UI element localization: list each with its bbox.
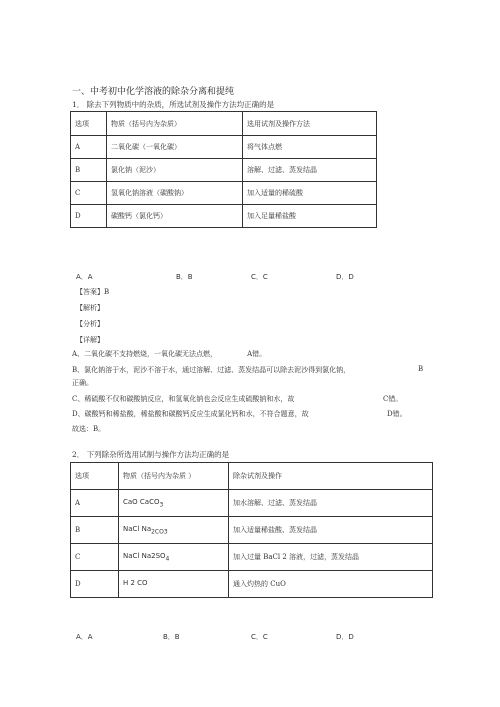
table-row xyxy=(71,205,377,228)
formula: H 2 CO xyxy=(123,578,148,587)
method-cell: 加入过量 BaCl 2 溶液，过滤，蒸发结晶 xyxy=(229,544,433,571)
explain-mark-c: C错。 xyxy=(383,395,403,403)
fenxi-label: 【分析】 xyxy=(76,320,104,328)
option-cell: D xyxy=(71,205,107,228)
method-cell: 加入适量稀盐酸、蒸发结晶 xyxy=(229,517,433,544)
section-title: 一、中考初中化学溶液的除杂分离和提纯 xyxy=(72,87,235,97)
choice-d[interactable]: D．D xyxy=(336,273,354,281)
explain-mark: A错。 xyxy=(247,350,267,358)
method-cell: 通入灼热的 CuO xyxy=(229,571,433,598)
method-cell: 溶解、过滤、蒸发结晶 xyxy=(243,159,377,182)
explain-line-b xyxy=(72,365,350,375)
option-cell: D xyxy=(71,571,119,598)
choice-b[interactable]: B．B xyxy=(176,273,193,281)
question-1-table xyxy=(70,111,377,228)
option-cell: C xyxy=(71,544,119,571)
header-option: 选项 xyxy=(71,112,107,136)
header-substance: 物质（括号内为杂质 ） xyxy=(119,463,229,490)
explain-conclusion: 故选：B。 xyxy=(72,425,106,433)
substance-cell: 氢氧化钠溶液（碳酸钠） xyxy=(107,182,243,205)
substance-cell: 二氧化碳（一氧化碳） xyxy=(107,136,243,159)
question-2-table xyxy=(70,462,433,598)
explain-text: B、氯化钠溶于水，泥沙不溶于水，通过溶解、过滤、蒸发结晶可以除去泥沙得到氯化钠， xyxy=(72,366,351,374)
method-cell: 加水溶解、过滤、蒸发结晶 xyxy=(229,490,433,517)
explain-line-c xyxy=(72,394,294,404)
detail-label: 【详解】 xyxy=(76,336,104,344)
option-cell: A xyxy=(71,136,107,159)
header-substance: 物质（括号内为杂质） xyxy=(107,112,243,136)
answer-label: 【答案】B xyxy=(76,288,110,296)
explain-line-b2: 正确。 xyxy=(72,379,93,387)
choice-a[interactable]: A．A xyxy=(76,633,93,641)
table-row xyxy=(71,159,377,182)
explain-text: C、稀硫酸不仅和碳酸钠反应，和氢氧化钠也会反应生成硫酸钠和水，故 xyxy=(72,395,295,403)
formula-subscript: 2CO3 xyxy=(151,528,168,536)
explain-text: D、碳酸钙和稀盐酸，稀盐酸和碳酸钙反应生成氯化钙和水，不符合题意，故 xyxy=(72,410,309,418)
header-method: 选用试剂及操作方法 xyxy=(243,112,377,136)
substance-cell: 氯化钠（泥沙） xyxy=(107,159,243,182)
method-cell: 加入适量的稀硫酸 xyxy=(243,182,377,205)
choice-b[interactable]: B．B xyxy=(163,633,180,641)
formula: CaO CaCO xyxy=(123,497,160,506)
explain-text: A、二氧化碳不支持燃烧，一氧化碳无法点燃， xyxy=(72,350,218,358)
option-cell: B xyxy=(71,517,119,544)
table-row xyxy=(71,517,433,544)
table-row xyxy=(71,182,377,205)
table-row xyxy=(71,544,433,571)
option-cell: A xyxy=(71,490,119,517)
substance-cell xyxy=(119,490,229,517)
formula-subscript: 4 xyxy=(165,555,170,563)
explain-line-a xyxy=(72,349,266,359)
option-cell: B xyxy=(71,159,107,182)
method-cell: 将气体点燃 xyxy=(243,136,377,159)
option-cell: C xyxy=(71,182,107,205)
analysis-label: 【解析】 xyxy=(76,304,104,312)
header-method: 除杂试剂及操作 xyxy=(229,463,433,490)
choice-c[interactable]: C．C xyxy=(251,633,268,641)
formula: NaCl Na2SO xyxy=(123,551,166,560)
choice-a[interactable]: A．A xyxy=(76,273,93,281)
formula-subscript: 3 xyxy=(159,501,164,509)
table-header-row xyxy=(71,463,433,490)
choice-d[interactable]: D．D xyxy=(336,633,354,641)
explain-line-d xyxy=(72,409,309,419)
table-row xyxy=(71,571,433,598)
explain-mark-b: B xyxy=(418,365,424,373)
substance-cell xyxy=(119,571,229,598)
substance-cell xyxy=(119,544,229,571)
table-row xyxy=(71,136,377,159)
question-1-stem: 1． 除去下列物质中的杂质，所选试剂及操作方法均正确的是 xyxy=(72,100,275,109)
explain-mark-d: D错。 xyxy=(387,410,407,418)
table-row xyxy=(71,490,433,517)
substance-cell xyxy=(119,517,229,544)
table-header-row xyxy=(71,112,377,136)
substance-cell: 碳酸钙（氯化钙） xyxy=(107,205,243,228)
question-2-stem: 2． 下列除杂所选用试制与操作方法均正确的是 xyxy=(72,450,230,459)
formula: NaCl Na xyxy=(123,524,152,533)
header-option: 选项 xyxy=(71,463,119,490)
method-cell: 加入足量稀盐酸 xyxy=(243,205,377,228)
choice-c[interactable]: C．C xyxy=(251,273,268,281)
